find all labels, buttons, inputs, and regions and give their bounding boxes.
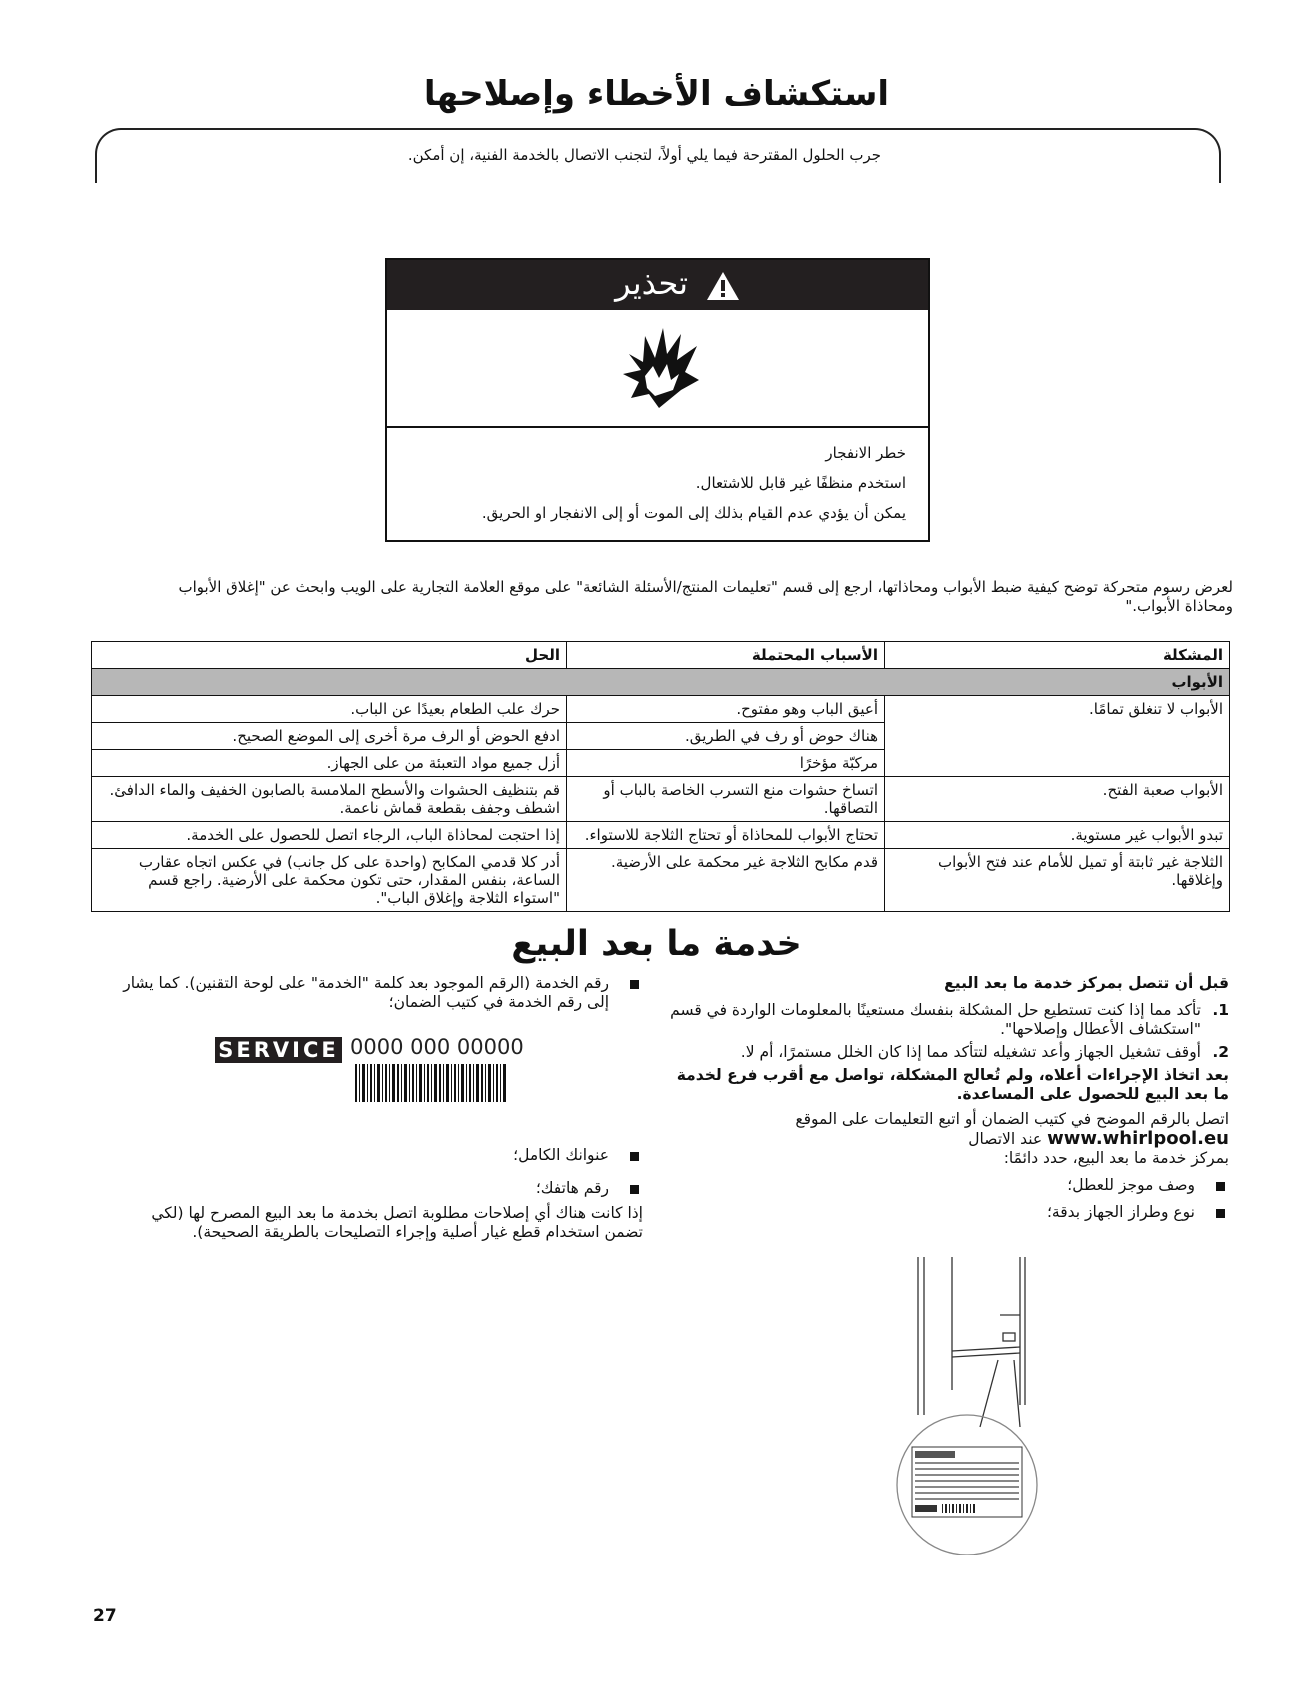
table-header-row <box>92 642 1230 669</box>
list-item: رقم الخدمة (الرقم الموجود بعد كلمة "الخدمة" على لوحة التقنين). كما يشار إلى رقم الخدمة في كتيب الضمان؛ <box>123 974 643 1012</box>
list-item: رقم هاتفك؛ <box>123 1179 643 1198</box>
problem-cell: تبدو الأبواب غير مستوية. <box>885 822 1230 849</box>
step-2-text: أوقف تشغيل الجهاز وأعد تشغيله لتتأكد مما إذا كان الخلل مستمرًا، أم لا. <box>740 1043 1201 1061</box>
step-1 <box>669 1001 1229 1039</box>
problem-cell: الأبواب صعبة الفتح. <box>885 777 1230 822</box>
header-cause: الأسباب المحتملة <box>567 642 885 669</box>
after-sales-left-column <box>123 974 643 1012</box>
warning-box <box>385 258 930 542</box>
solution-cell: أزل جميع مواد التعبئة من على الجهاز. <box>92 750 567 777</box>
contact-tail: عند الاتصال <box>968 1130 1043 1148</box>
step-2 <box>669 1043 1229 1062</box>
warning-line-2: يمكن أن يؤدي عدم القيام بذلك إلى الموت أو إلى الانفجار او الحريق. <box>481 504 906 522</box>
warning-heading: تحذير <box>615 264 688 302</box>
header-problem: المشكلة <box>885 642 1230 669</box>
after-sales-title: خدمة ما بعد البيع <box>511 924 802 964</box>
problem-cell: الثلاجة غير ثابتة أو تميل للأمام عند فتح الأبواب وإغلاقها. <box>885 849 1230 912</box>
list-item: وصف موجز للعطل؛ <box>669 1176 1229 1195</box>
cause-cell: تحتاج الأبواب للمحاذاة أو تحتاج الثلاجة للاستواء. <box>567 822 885 849</box>
solution-cell: أدر كلا قدمي المكابح (واحدة على كل جانب) في عكس اتجاه عقارب الساعة، بنفس المقدار، حتى تكون محكمة على الأرضية. راجع قسم "استواء الثلاجة وإغلاق الباب". <box>92 849 567 912</box>
intro-box <box>95 128 1221 183</box>
after-sales-right-column <box>669 974 1229 1222</box>
header-solution: الحل <box>92 642 567 669</box>
section-doors: الأبواب <box>92 669 1230 696</box>
bold-note: بعد اتخاذ الإجراءات أعلاه، ولم تُعالج المشكلة، تواصل مع أقرب فرع لخدمة ما بعد البيع للحصول على المساعدة. <box>676 1066 1229 1103</box>
barcode-icon <box>355 1064 507 1102</box>
closing-text: إذا كانت هناك أي إصلاحات مطلوبة اتصل بخدمة ما بعد البيع المصرح لها (لكي تضمن استخدام قطع غيار أصلية وإجراء التصليحات بالطريقة الصحيحة). <box>151 1204 643 1241</box>
after-sales-left-lower <box>123 1146 643 1242</box>
solution-cell: ادفع الحوض أو الرف مرة أخرى إلى الموضع الصحيح. <box>92 723 567 750</box>
table-row <box>92 750 1230 777</box>
table-row <box>92 777 1230 822</box>
cause-cell: هناك حوض أو رف في الطريق. <box>567 723 885 750</box>
service-number: 0000 000 00000 <box>350 1035 524 1059</box>
step-1-text: تأكد مما إذا كنت تستطيع حل المشكلة بنفسك مستعينًا بالمعلومات الواردة في قسم "استكشاف الأعطال وإصلاحها". <box>670 1001 1201 1038</box>
table-row <box>92 696 1230 723</box>
cause-cell: مركبّة مؤخرًا <box>567 750 885 777</box>
table-row <box>92 849 1230 912</box>
cause-cell: قدم مكابح الثلاجة غير محكمة على الأرضية. <box>567 849 885 912</box>
problem-cell <box>885 723 1230 750</box>
explosion-icon <box>619 324 701 414</box>
specify-text: بمركز خدمة ما بعد البيع، حدد دائمًا: <box>1003 1149 1229 1167</box>
intro-text: جرب الحلول المقترحة فيما يلي أولاً، لتجنب الاتصال بالخدمة الفنية، إن أمكن. <box>407 146 881 164</box>
problem-cell <box>885 750 1230 777</box>
list-item: عنوانك الكامل؛ <box>123 1146 643 1165</box>
page-number: 27 <box>93 1606 117 1626</box>
rating-plate <box>912 1447 1022 1517</box>
rating-plate-illustration <box>880 1255 1050 1555</box>
animation-note: لعرض رسوم متحركة توضح كيفية ضبط الأبواب ومحاذاتها، ارجع إلى قسم "تعليمات المنتج/الأسئلة الشائعة" على موقع العلامة التجارية على الويب وابحث عن "إغلاق الأبواب ومحاذاة الأبواب." <box>178 578 1233 615</box>
cause-cell: اتساخ حشوات منع التسرب الخاصة بالباب أو التصاقها. <box>567 777 885 822</box>
table-row <box>92 723 1230 750</box>
explosion-pictogram <box>387 310 928 428</box>
table-row <box>92 822 1230 849</box>
solution-cell: قم بتنظيف الحشوات والأسطح الملامسة بالصابون الخفيف والماء الدافئ. اشطف وجفف بقطعة قماش ناعمة. <box>92 777 567 822</box>
contact-text: اتصل بالرقم الموضح في كتيب الضمان أو اتبع التعليمات على الموقع <box>795 1110 1229 1128</box>
warning-header <box>387 260 928 310</box>
troubleshooting-table <box>91 641 1230 912</box>
table-section-row <box>92 669 1230 696</box>
step-1-number: 1. <box>1212 1001 1229 1019</box>
service-label: SERVICE <box>215 1037 342 1063</box>
solution-cell: حرك علب الطعام بعيدًا عن الباب. <box>92 696 567 723</box>
problem-cell: الأبواب لا تنغلق تمامًا. <box>885 696 1230 723</box>
list-item: نوع وطراز الجهاز بدقة؛ <box>669 1203 1229 1222</box>
before-call-heading: قبل أن تتصل بمركز خدمة ما بعد البيع <box>944 974 1229 992</box>
website-link[interactable]: www.whirlpool.eu <box>1047 1128 1229 1149</box>
warning-triangle-icon <box>705 270 741 302</box>
cause-cell: أعيق الباب وهو مفتوح. <box>567 696 885 723</box>
warning-hazard: خطر الانفجار <box>825 444 906 462</box>
solution-cell: إذا احتجت لمحاذاة الباب، الرجاء اتصل للحصول على الخدمة. <box>92 822 567 849</box>
warning-line-1: استخدم منظفًا غير قابل للاشتعال. <box>695 474 906 492</box>
contact-line <box>669 1129 1229 1149</box>
step-2-number: 2. <box>1212 1043 1229 1061</box>
page-title: استكشاف الأخطاء وإصلاحها <box>423 74 890 114</box>
